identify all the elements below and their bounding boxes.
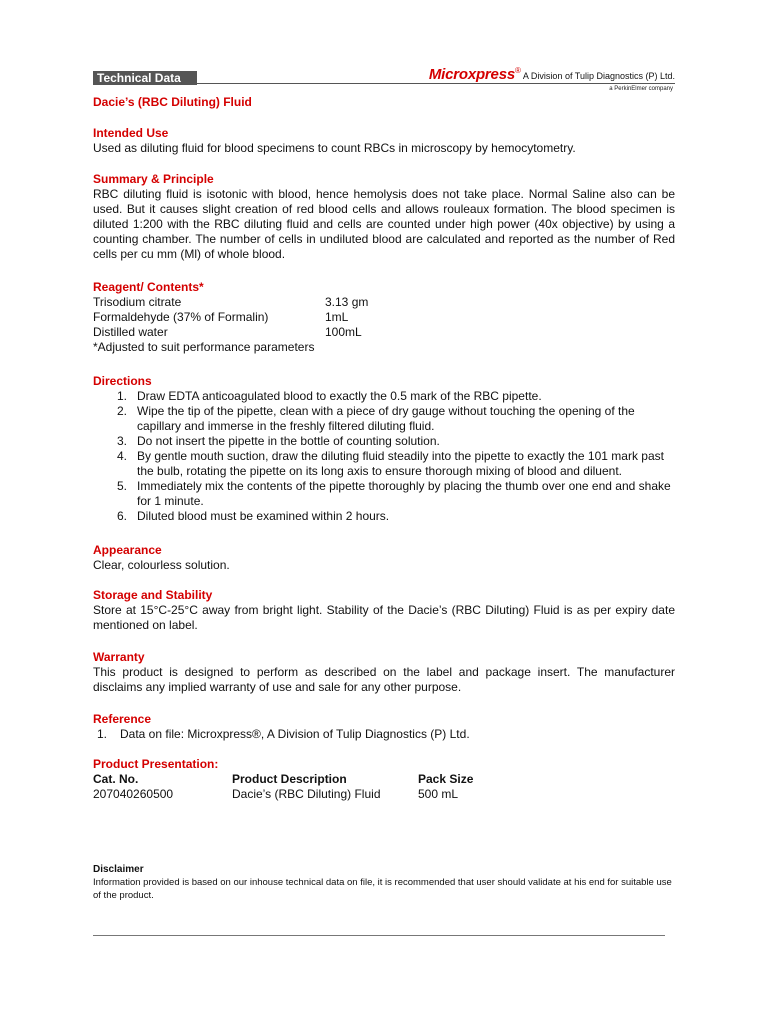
header-bar xyxy=(93,66,675,85)
reagent-amount: 3.13 gm xyxy=(325,295,369,309)
description-cell: Dacie’s (RBC Diluting) Fluid xyxy=(232,787,381,801)
reagents-table xyxy=(93,295,368,340)
direction-text: By gentle mouth suction, draw the diluting fluid steadily into the pipette to exactly the 101 mark past the bulb, rotating the pipette on its long axis to ensure thorough mixing of blood and diluent. xyxy=(137,449,664,478)
section-appearance xyxy=(93,543,675,573)
reagent-name: Distilled water xyxy=(93,325,168,339)
reagent-row xyxy=(93,295,368,310)
reference-number: 1. xyxy=(97,727,108,741)
direction-item xyxy=(93,509,675,524)
direction-number: 6. xyxy=(117,509,128,523)
direction-item xyxy=(93,404,675,434)
reagent-row xyxy=(93,325,368,340)
section-product xyxy=(93,757,675,802)
reference-item xyxy=(93,727,675,742)
technical-data-tag: Technical Data xyxy=(93,71,197,85)
direction-text: Immediately mix the contents of the pipette thoroughly by placing the thumb over one end and shake for 1 minute. xyxy=(137,479,671,508)
reagents-note: *Adjusted to suit performance parameters xyxy=(93,340,315,354)
reagents-heading: Reagent/ Contents* xyxy=(93,280,204,294)
reagent-amount: 100mL xyxy=(325,325,362,339)
disclaimer xyxy=(93,863,675,902)
reference-heading: Reference xyxy=(93,712,152,726)
direction-number: 1. xyxy=(117,389,128,403)
pack-size-cell: 500 mL xyxy=(418,787,459,801)
direction-item xyxy=(93,479,675,509)
summary-text: RBC diluting fluid is isotonic with blood, hence hemolysis does not take place. Normal Saline also can be used. But it causes slight creation of red blood cells and allows rouleaux formation. The blood specimen is diluted 1:200 with the RBC diluting fluid and cells are counted under high power (40x objective) by using a counting chamber. The number of cells in undiluted blood are calculated and reported as the number of Red cells per cu mm (Ml) of whole blood. xyxy=(93,187,675,261)
intended-use-heading: Intended Use xyxy=(93,126,169,140)
reference-text: Data on file: Microxpress®, A Division of Tulip Diagnostics (P) Ltd. xyxy=(120,727,470,741)
summary-heading: Summary & Principle xyxy=(93,172,214,186)
direction-number: 2. xyxy=(117,404,128,418)
brand-division: A Division of Tulip Diagnostics (P) Ltd. xyxy=(522,71,675,81)
col-description: Product Description xyxy=(232,772,347,786)
section-reference xyxy=(93,712,675,742)
section-storage xyxy=(93,588,675,633)
direction-text: Do not insert the pipette in the bottle of counting solution. xyxy=(137,434,440,448)
reagent-name: Formaldehyde (37% of Formalin) xyxy=(93,310,269,324)
product-heading: Product Presentation: xyxy=(93,757,219,771)
reagent-row xyxy=(93,310,368,325)
document-title: Dacie’s (RBC Diluting) Fluid xyxy=(93,95,252,109)
warranty-heading: Warranty xyxy=(93,650,145,664)
col-pack-size: Pack Size xyxy=(418,772,474,786)
direction-item xyxy=(93,449,675,479)
brand-logo xyxy=(429,66,675,83)
direction-text: Wipe the tip of the pipette, clean with a piece of dry gauge without touching the opening of the capillary and immerse in the freshly filtered diluting fluid. xyxy=(137,404,635,433)
header-rule xyxy=(197,83,675,84)
brand-name: Microxpress xyxy=(428,66,515,83)
reagent-amount: 1mL xyxy=(325,310,349,324)
direction-number: 3. xyxy=(117,434,128,448)
table-row xyxy=(93,787,473,802)
intended-use-text: Used as diluting fluid for blood specimens to count RBCs in microscopy by hemocytometry. xyxy=(93,141,576,155)
appearance-heading: Appearance xyxy=(93,543,162,557)
section-intended-use xyxy=(93,126,675,156)
product-header-row xyxy=(93,772,473,787)
direction-item xyxy=(93,389,675,404)
cat-no-cell: 207040260500 xyxy=(93,787,174,801)
section-directions xyxy=(93,374,675,524)
brand-parent: a PerkinElmer company xyxy=(609,86,673,92)
reagent-name: Trisodium citrate xyxy=(93,295,182,309)
storage-text: Store at 15°C-25°C away from bright light. Stability of the Dacie’s (RBC Diluting) Fluid is as per expiry date mentioned on label. xyxy=(93,603,675,632)
storage-heading: Storage and Stability xyxy=(93,588,213,602)
section-reagents xyxy=(93,280,675,355)
section-warranty xyxy=(93,650,675,695)
direction-item xyxy=(93,434,675,449)
directions-heading: Directions xyxy=(93,374,152,388)
appearance-text: Clear, colourless solution. xyxy=(93,558,230,572)
col-cat-no: Cat. No. xyxy=(93,772,139,786)
disclaimer-text: Information provided is based on our inhouse technical data on file, it is recommended that user should validate at his end for suitable use of the product. xyxy=(93,877,672,901)
direction-text: Diluted blood must be examined within 2 hours. xyxy=(137,509,390,523)
direction-number: 5. xyxy=(117,479,128,493)
direction-number: 4. xyxy=(117,449,128,463)
product-table xyxy=(93,772,473,802)
brand-mark: ® xyxy=(515,66,521,75)
disclaimer-heading: Disclaimer xyxy=(93,864,144,875)
footer-rule xyxy=(93,935,665,936)
directions-list xyxy=(93,389,675,524)
direction-text: Draw EDTA anticoagulated blood to exactly the 0.5 mark of the RBC pipette. xyxy=(137,389,542,403)
warranty-text: This product is designed to perform as described on the label and package insert. The manufacturer disclaims any implied warranty of use and sale for any other purpose. xyxy=(93,665,675,694)
section-summary xyxy=(93,172,675,262)
